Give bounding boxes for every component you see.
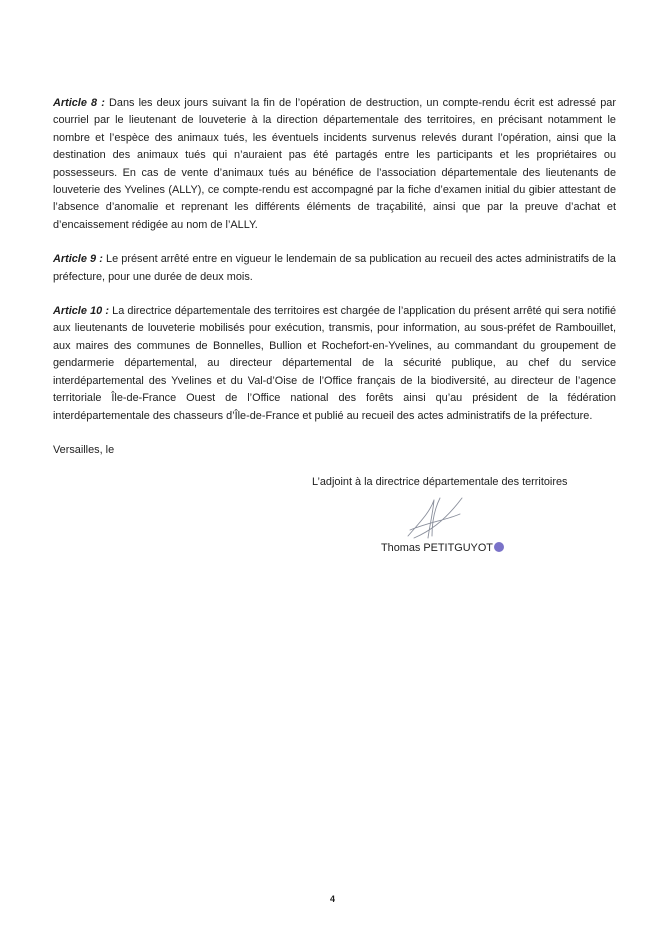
- signatory-title: L’adjoint à la directrice départementale des territoires: [312, 476, 568, 488]
- article-10: [53, 303, 616, 425]
- signature-block: [312, 476, 622, 554]
- signature-stamp-icon: [494, 542, 504, 552]
- article-9-text: Le présent arrêté entre en vigueur le lendemain de sa publication au recueil des actes administratifs de la préfecture, pour une durée de deux mois.: [53, 253, 616, 283]
- article-8-text: Dans les deux jours suivant la fin de l’opération de destruction, un compte-rendu écrit est adressé par courriel par le lieutenant de louveterie à la direction départementale des territoires, en précisant notamment le nombre et l’espèce des animaux tués, les éventuels incidents survenus relevés durant l’opération, ainsi que la destination des animaux tués qui n’auraient pas été partagés entre les participants et les propriétaires ou possesseurs. En cas de vente d’animaux tués au bénéfice de l’association départementale des lieutenants de louveterie des Yvelines (ALLY), ce compte-rendu est accompagné par la fiche d’examen initial du gibier attestant de l’absence d’anomalie et reprenant les différents éléments de traçabilité, ainsi que par la preuve d’achat et d’encaissement rédigée au nom de l’ALLY.: [53, 97, 616, 231]
- article-9-label: Article 9 :: [53, 253, 103, 266]
- article-8: [53, 95, 616, 234]
- article-10-text: La directrice départementale des territoires est chargée de l’application du présent arrêté qui sera notifié aux lieutenants de louveterie mobilisés pour exécution, transmis, pour information, au sous-préfet de Rambouillet, aux maires des communes de Bonnelles, Bullion et Rochefort-en-Yvelines, au commandant du groupement de gendarmerie départemental, au directeur départemental de la sécurité publique, au chef du service interdépartemental des Yvelines et du Val-d’Oise de l’Office français de la biodiversité, au directeur de l’agence territoriale Île-de-France Ouest de l’Office national des forêts ainsi qu’au président de la fédération interdépartementale des chasseurs d’Île-de-France et publié au recueil des actes administratifs de la préfecture.: [53, 305, 617, 422]
- article-9: [53, 251, 616, 286]
- place-date: Versailles, le: [53, 443, 115, 456]
- page-number: 4: [330, 894, 336, 904]
- document-body: [53, 95, 616, 459]
- handwritten-signature-icon: [400, 492, 470, 542]
- signatory-name: Thomas PETITGUYOT: [381, 542, 504, 554]
- article-10-label: Article 10 :: [53, 305, 109, 318]
- article-8-label: Article 8 :: [53, 97, 105, 109]
